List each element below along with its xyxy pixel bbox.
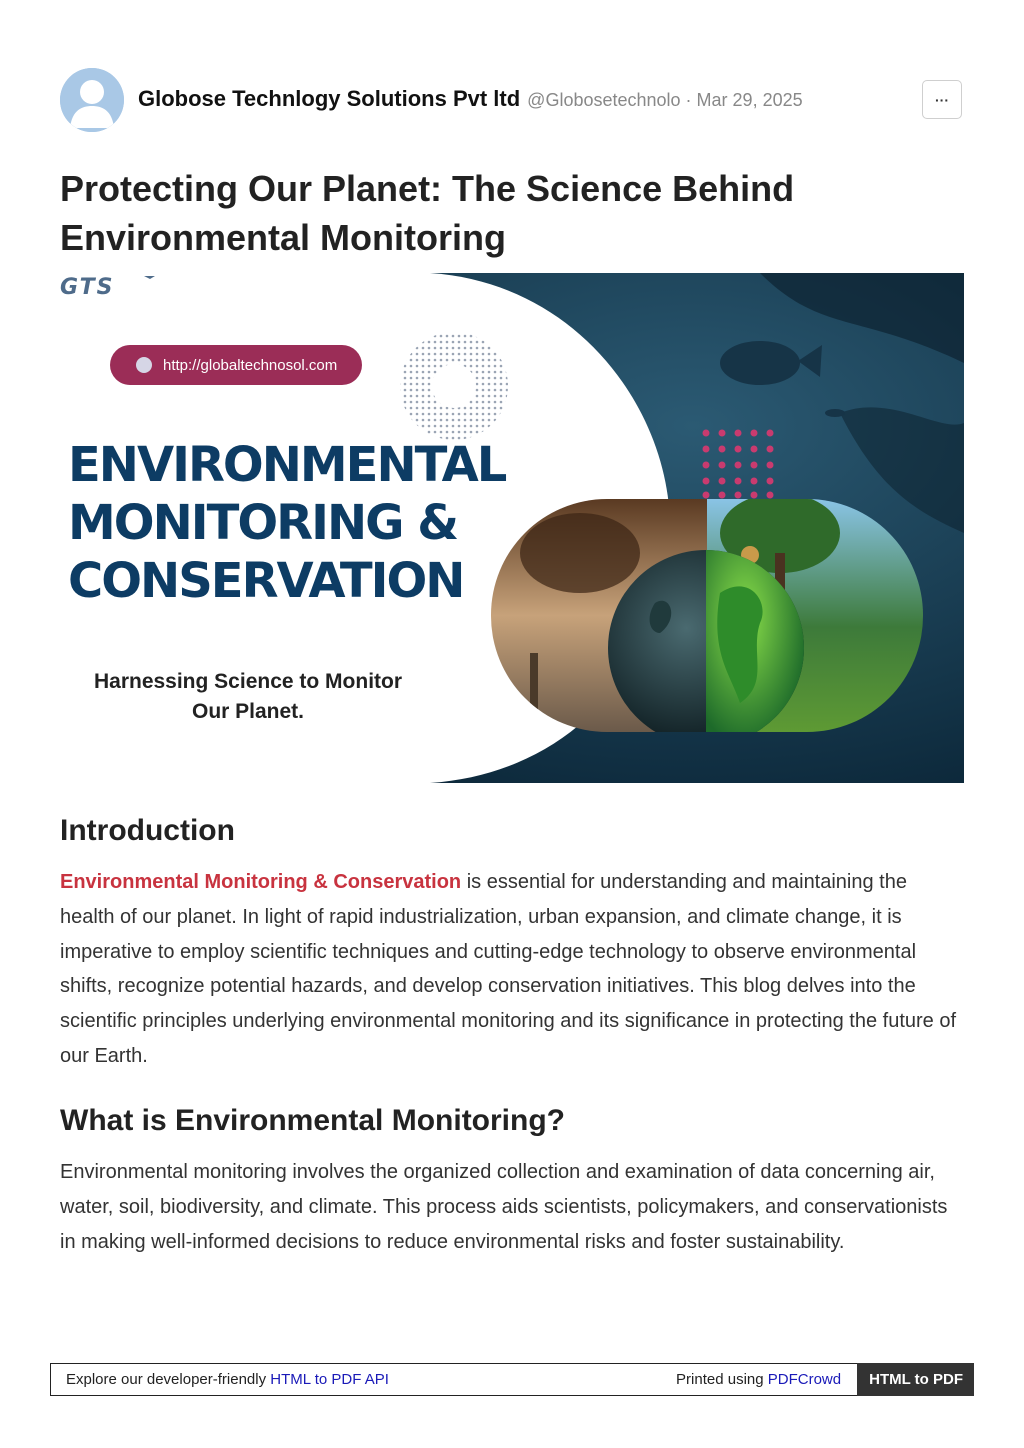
hero-headline-line-2: MONITORING & xyxy=(68,495,458,551)
post-meta xyxy=(138,86,803,114)
intro-paragraph xyxy=(60,865,960,1074)
hero-url-badge xyxy=(110,345,362,385)
meta-separator: · xyxy=(685,90,692,110)
post-date: Mar 29, 2025 xyxy=(696,90,803,110)
hero-image xyxy=(60,273,964,783)
footer-right-text: Printed using xyxy=(676,1371,768,1388)
section-heading-introduction: Introduction xyxy=(60,814,235,847)
author-handle[interactable]: @Globosetechnolo xyxy=(527,90,681,110)
hero-headline-line-1: ENVIRONMENTAL xyxy=(68,437,506,493)
intro-text: is essential for understanding and maintaining the health of our planet. In light of rapid industrialization, urban expansion, and climate change, it is imperative to employ scientific techniques and cutting-edge technology to observe environmental shifts, recognize potential hazards, and develop conservation initiatives. This blog delves into the scientific principles underlying environmental monitoring and its significance in protecting the future of our Earth. xyxy=(60,871,957,1067)
more-options-button[interactable] xyxy=(922,80,962,119)
hero-tagline: Harnessing Science to Monitor Our Planet. xyxy=(93,670,403,723)
globe-icon xyxy=(136,357,152,373)
avatar[interactable] xyxy=(60,68,124,132)
footer-left-text: Explore our developer-friendly xyxy=(66,1371,271,1388)
section-heading-what-is: What is Environmental Monitoring? xyxy=(60,1104,565,1137)
hero-url-text: http://globaltechnosol.com xyxy=(163,356,338,374)
pdf-footer xyxy=(50,1363,974,1396)
footer-left xyxy=(66,1371,676,1388)
html-to-pdf-api-link[interactable]: HTML to PDF API xyxy=(270,1371,389,1388)
pdfcrowd-link[interactable]: PDFCrowd xyxy=(767,1371,842,1388)
environmental-monitoring-link[interactable]: Environmental Monitoring & Conservation xyxy=(60,871,462,893)
ellipsis-icon: ··· xyxy=(935,91,949,108)
article-title: Protecting Our Planet: The Science Behind Environmental Monitoring xyxy=(60,168,795,258)
what-is-paragraph: Environmental monitoring involves the organized collection and examination of data concerning air, water, soil, biodiversity, and climate. This process aids scientists, policymakers, and conservationists in making well-informed decisions to reduce environmental risks and foster sustainability. xyxy=(60,1161,948,1253)
author-name[interactable]: Globose Technlogy Solutions Pvt ltd xyxy=(138,86,521,111)
html-to-pdf-badge[interactable]: HTML to PDF xyxy=(857,1363,974,1396)
gts-logo xyxy=(60,273,170,303)
footer-right xyxy=(676,1371,841,1388)
hero-headline-line-3: CONSERVATION xyxy=(68,553,464,609)
user-silhouette-icon xyxy=(60,68,124,132)
svg-text:GTS: GTS xyxy=(60,275,115,300)
